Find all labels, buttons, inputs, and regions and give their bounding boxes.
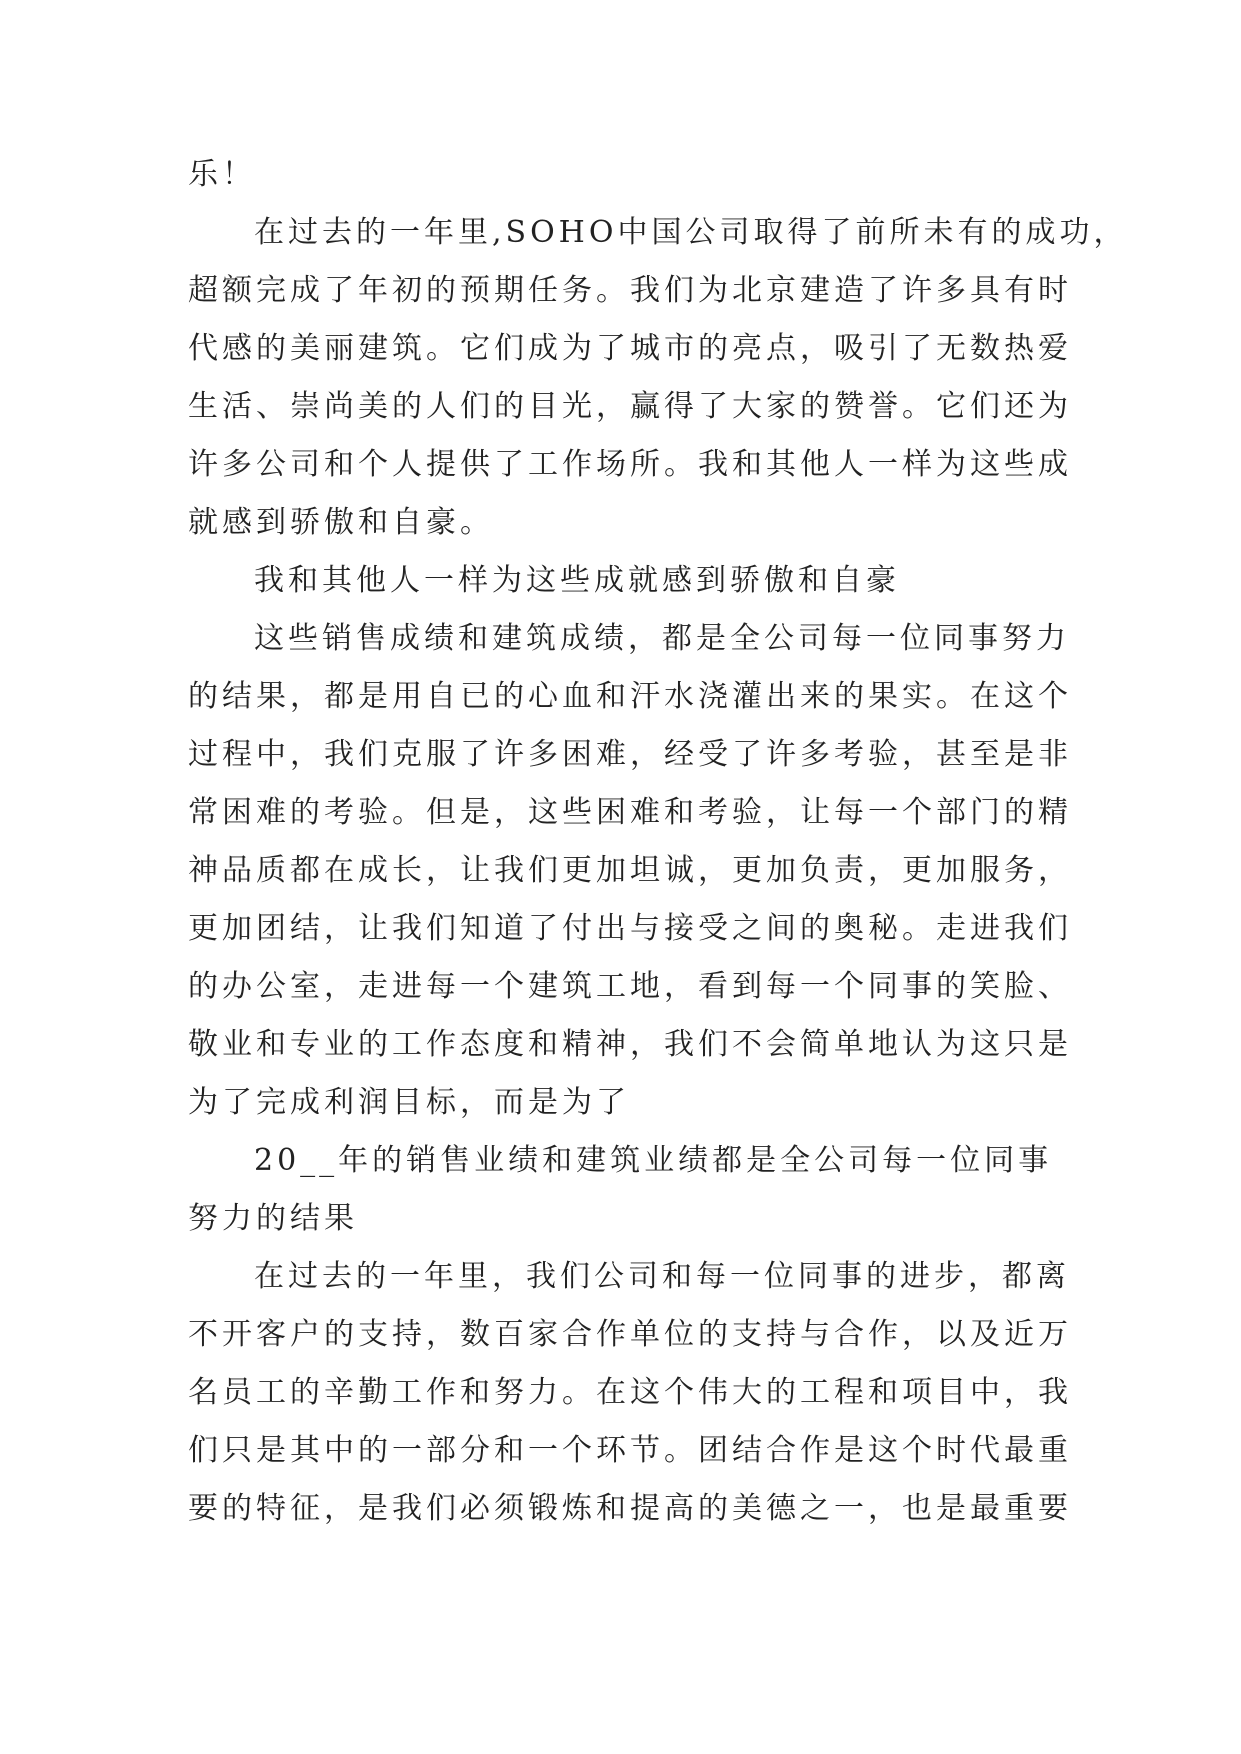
paragraph-first-line: 在过去的一年里,SOHO中国公司取得了前所未有的成功， [254,215,1128,250]
paragraph-first-line: 我和其他人一样为这些成就感到骄傲和自豪 [254,563,900,598]
paragraph-first-line: 20__年的销售业绩和建筑业绩都是全公司每一位同事 [254,1143,1053,1178]
text-line: 就感到骄傲和自豪。 [188,505,494,540]
text-line: 敬业和专业的工作态度和精神，我们不会简单地认为这只是 [188,1027,1072,1062]
paragraph-first-line: 这些销售成绩和建筑成绩，都是全公司每一位同事努力 [254,621,1070,656]
text-line: 更加团结，让我们知道了付出与接受之间的奥秘。走进我们 [188,911,1072,946]
text-line: 要的特征，是我们必须锻炼和提高的美德之一，也是最重要 [188,1491,1072,1526]
text-line: 超额完成了年初的预期任务。我们为北京建造了许多具有时 [188,273,1072,308]
text-line: 过程中，我们克服了许多困难，经受了许多考验，甚至是非 [188,737,1072,772]
text-line: 的办公室，走进每一个建筑工地，看到每一个同事的笑脸、 [188,969,1072,1004]
text-line: 不开客户的支持，数百家合作单位的支持与合作，以及近万 [188,1317,1072,1352]
text-line: 常困难的考验。但是，这些困难和考验，让每一个部门的精 [188,795,1072,830]
text-line: 神品质都在成长，让我们更加坦诚，更加负责，更加服务， [188,853,1072,888]
text-line: 代感的美丽建筑。它们成为了城市的亮点，吸引了无数热爱 [188,331,1072,366]
text-line: 为了完成利润目标，而是为了 [188,1085,630,1120]
text-line: 努力的结果 [188,1201,358,1236]
paragraph-first-line: 在过去的一年里，我们公司和每一位同事的进步，都离 [254,1259,1070,1294]
text-line: 名员工的辛勤工作和努力。在这个伟大的工程和项目中，我 [188,1375,1072,1410]
text-line: 的结果，都是用自已的心血和汗水浇灌出来的果实。在这个 [188,679,1072,714]
text-line: 们只是其中的一部分和一个环节。团结合作是这个时代最重 [188,1433,1072,1468]
text-line: 生活、崇尚美的人们的目光，赢得了大家的赞誉。它们还为 [188,389,1072,424]
text-line: 乐！ [188,157,256,192]
text-line: 许多公司和个人提供了工作场所。我和其他人一样为这些成 [188,447,1072,482]
